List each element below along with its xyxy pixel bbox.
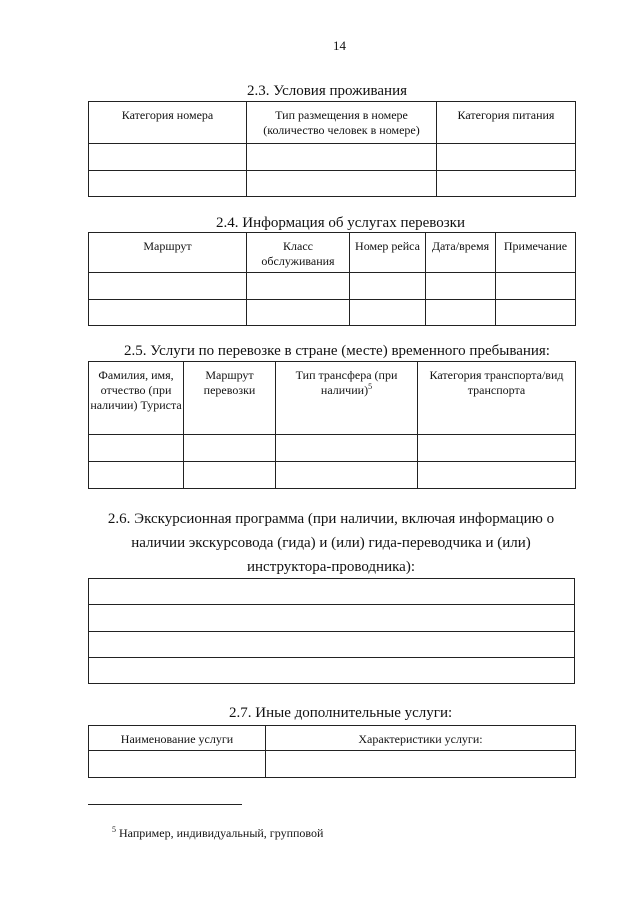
header-note: Примечание: [496, 233, 576, 273]
header-meal-category: Категория питания: [437, 102, 576, 144]
header-room-category: Категория номера: [89, 102, 247, 144]
header-placement-type: Тип размещения в номере (количество человек в номере): [247, 102, 437, 144]
table-row: [89, 144, 576, 171]
section-2-3-title: 2.3. Условия проживания: [247, 83, 408, 99]
table-row: [89, 579, 575, 605]
table-row: [89, 751, 576, 778]
table-row: [89, 632, 575, 658]
local-transport-table: [88, 361, 576, 489]
section-2-4-title: 2.4. Информация об услугах перевозки: [216, 215, 466, 231]
header-flight-number: Номер рейса: [350, 233, 426, 273]
header-service-name: Наименование услуги: [89, 726, 266, 751]
excursion-table: [88, 578, 575, 684]
additional-services-table: [88, 725, 576, 778]
page-number: 14: [333, 38, 346, 53]
header-transfer-type: Тип трансфера (при наличии)$^5$: [276, 362, 418, 435]
header-service-class: Класс обслуживания: [247, 233, 350, 273]
header-transport-route: Маршрут перевозки: [184, 362, 276, 435]
section-2-6-text: 2.6. Экскурсионная программа (при наличии, включая информацию о наличии экскурсовода (гида) и (или) гида-переводчика и (или) инструктора-проводника):: [107, 511, 555, 575]
footnote-ref: 5: [368, 382, 373, 391]
header-date-time: Дата/время: [426, 233, 496, 273]
table-row: [89, 171, 576, 197]
header-transport-category: Категория транспорта/вид транспорта: [418, 362, 576, 435]
transport-table: [88, 232, 576, 326]
section-2-7-title: 2.7. Иные дополнительные услуги:: [229, 705, 453, 721]
footnote-separator: [88, 804, 242, 805]
table-row: [89, 658, 575, 684]
header-route: Маршрут: [89, 233, 247, 273]
table-row: [89, 462, 576, 489]
footnote-text: Например, индивидуальный, групповой: [119, 826, 324, 840]
section-2-5-title: 2.5. Услуги по перевозке в стране (месте) временного пребывания:: [124, 343, 550, 359]
accommodation-table: [88, 101, 576, 197]
header-service-characteristics: Характеристики услуги:: [266, 726, 576, 751]
table-row: [89, 435, 576, 462]
footnote: [112, 826, 323, 841]
header-tourist-name: Фамилия, имя, отчество (при наличии) Туриста: [89, 362, 184, 435]
footnote-number: 5: [112, 825, 116, 834]
table-row: [89, 605, 575, 632]
table-row: [89, 273, 576, 300]
table-row: [89, 300, 576, 326]
